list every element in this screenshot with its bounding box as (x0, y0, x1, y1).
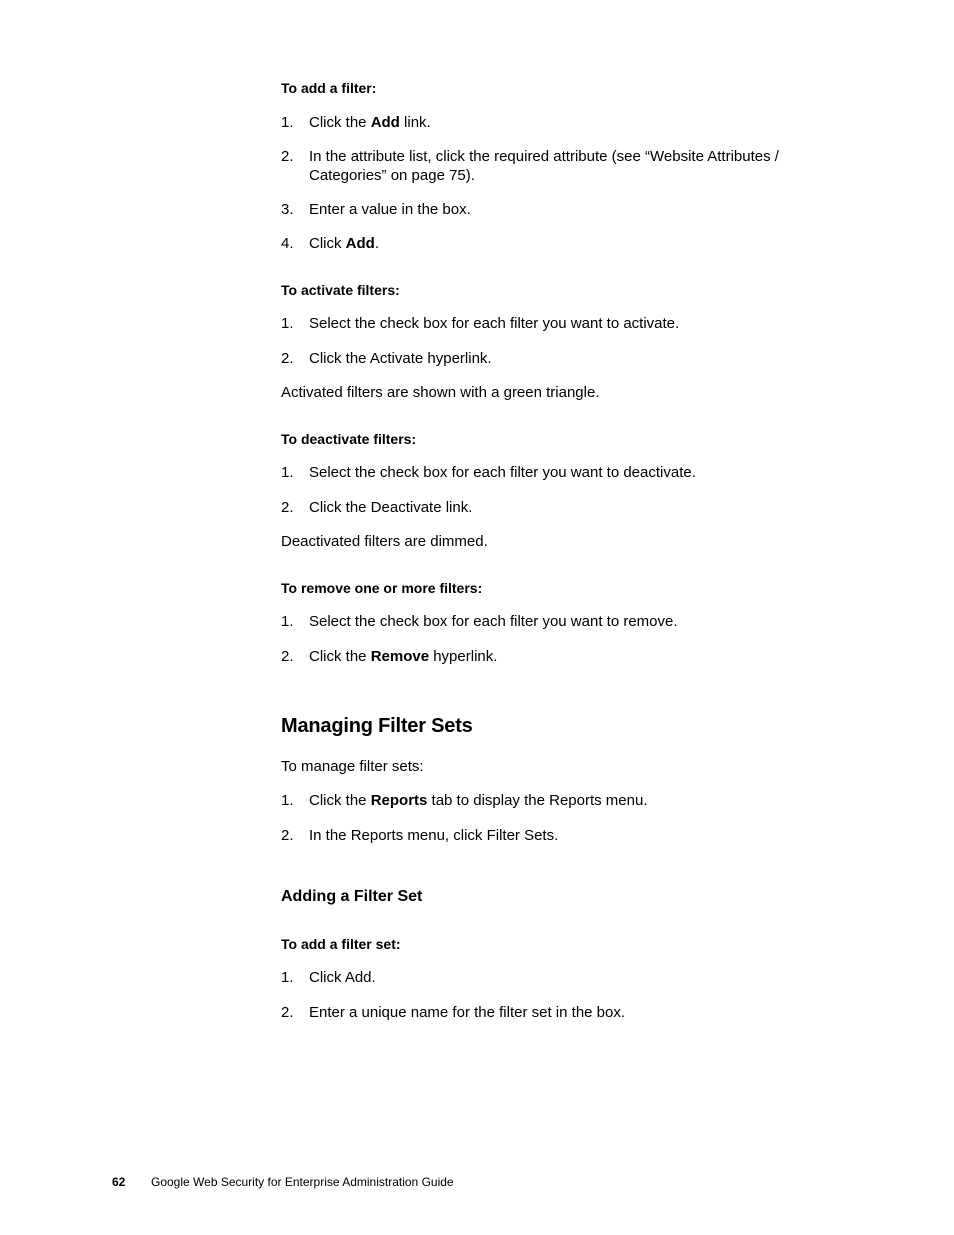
step-number: 2. (281, 648, 294, 665)
step-number: 1. (281, 114, 294, 131)
ui-label-reports: Reports (370, 792, 428, 809)
step-number: 1. (281, 464, 294, 481)
list-item (281, 463, 821, 482)
procedure-heading-add-filter: To add a filter: (281, 80, 377, 96)
list-item (281, 647, 821, 666)
step-number: 1. (281, 315, 294, 332)
step-text: Click the (309, 792, 371, 809)
list-item (281, 113, 821, 132)
list-item (281, 349, 821, 368)
procedure-heading-add-filter-set: To add a filter set: (281, 936, 401, 952)
list-item (281, 234, 821, 253)
step-number: 4. (281, 235, 294, 252)
step-number: 1. (281, 613, 294, 630)
list-item (281, 200, 821, 219)
body-paragraph: To manage filter sets: (281, 758, 424, 775)
ui-label-remove: Remove (370, 648, 430, 665)
step-text: . (374, 235, 380, 252)
list-item (281, 612, 821, 631)
list-item (281, 147, 821, 185)
list-item (281, 826, 821, 845)
step-text: Click (309, 235, 346, 252)
step-number: 3. (281, 201, 294, 218)
step-number: 2. (281, 827, 294, 844)
procedure-heading-activate-filters: To activate filters: (281, 282, 400, 298)
section-title-managing-filter-sets: Managing Filter Sets (281, 715, 473, 737)
step-text: Click the (309, 648, 371, 665)
body-paragraph: Deactivated filters are dimmed. (281, 533, 488, 550)
step-text: Click the Activate hyperlink. (309, 350, 492, 367)
step-number: 1. (281, 969, 294, 986)
step-text: Select the check box for each filter you want to activate. (309, 315, 680, 332)
step-text: Click Add. (309, 969, 376, 986)
list-item (281, 498, 821, 517)
list-item (281, 1003, 821, 1022)
step-text: Click the Deactivate link. (309, 499, 473, 516)
subsection-title-adding-filter-set: Adding a Filter Set (281, 888, 423, 905)
step-text: hyperlink. (429, 648, 498, 665)
page-number: 62 (112, 1175, 126, 1189)
step-number: 2. (281, 148, 294, 165)
ui-label-add: Add (370, 114, 400, 131)
procedure-heading-remove-filters: To remove one or more filters: (281, 580, 483, 596)
step-number: 2. (281, 1004, 294, 1021)
list-item (281, 791, 821, 810)
step-number: 1. (281, 792, 294, 809)
step-number: 2. (281, 350, 294, 367)
step-text: Select the check box for each filter you want to deactivate. (309, 464, 696, 481)
step-text: link. (399, 114, 431, 131)
list-item (281, 968, 821, 987)
step-text: In the Reports menu, click Filter Sets. (309, 827, 559, 844)
step-text: Click the (309, 114, 371, 131)
step-text: Enter a value in the box. (309, 201, 471, 218)
list-item (281, 314, 821, 333)
body-paragraph: Activated filters are shown with a green triangle. (281, 384, 600, 401)
step-text: Select the check box for each filter you want to remove. (309, 613, 678, 630)
step-text: In the attribute list, click the required attribute (see “Website Attributes / Categories” on page 75). (309, 148, 779, 184)
step-text: Enter a unique name for the filter set in the box. (309, 1004, 626, 1021)
procedure-heading-deactivate-filters: To deactivate filters: (281, 431, 417, 447)
footer-book-title: Google Web Security for Enterprise Administration Guide (151, 1175, 454, 1189)
ui-label-add: Add (345, 235, 375, 252)
step-number: 2. (281, 499, 294, 516)
step-text: tab to display the Reports menu. (427, 792, 648, 809)
